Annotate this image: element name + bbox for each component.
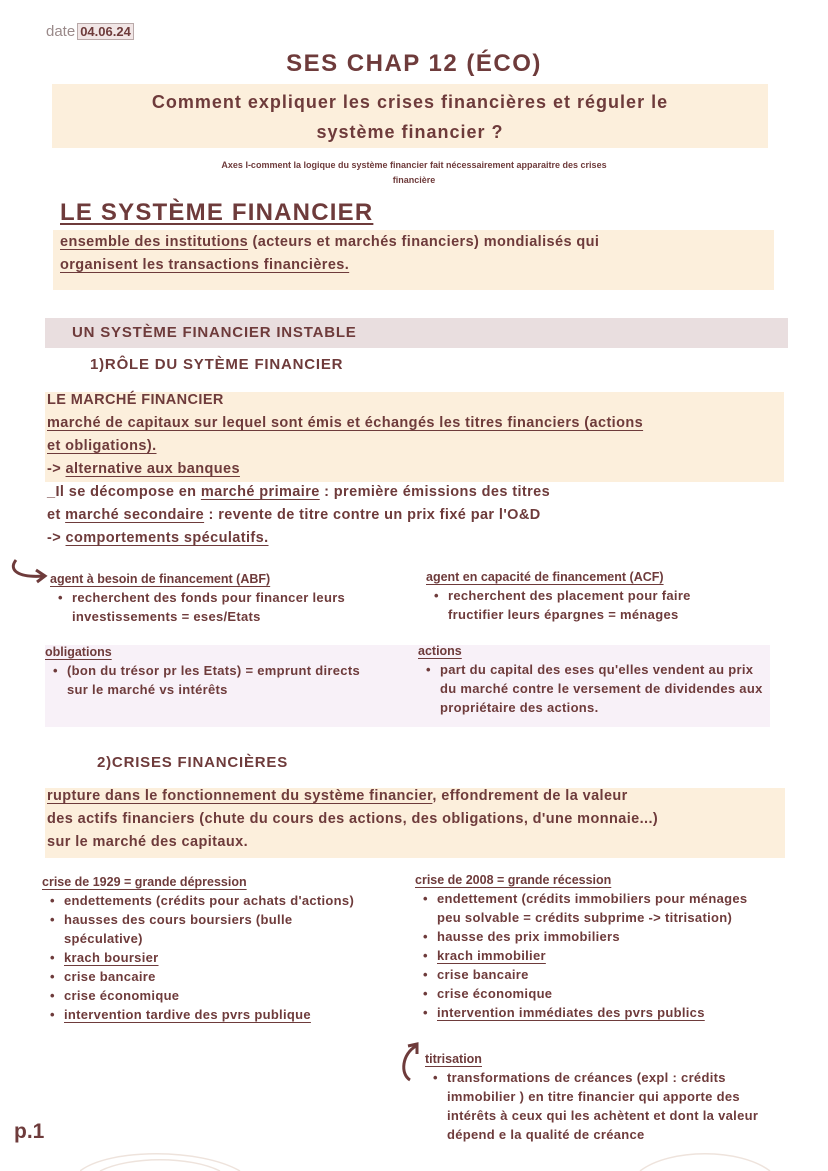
list-item-text: crise bancaire bbox=[64, 969, 156, 984]
acf-list bbox=[426, 586, 746, 624]
text-line bbox=[47, 438, 157, 454]
subheading-role: 1)RÔLE DU SYTÈME FINANCIER bbox=[90, 356, 344, 373]
text-segment: _Il se décompose en bbox=[47, 484, 201, 500]
list-item bbox=[42, 948, 362, 967]
curved-arrow-up-icon bbox=[398, 1040, 424, 1084]
axes-text bbox=[0, 158, 828, 188]
obligations-block bbox=[45, 643, 365, 699]
list-item bbox=[42, 910, 362, 948]
question-line: Comment expliquer les crises financières et réguler le bbox=[151, 92, 669, 112]
underlined-text: marché de capitaux sur lequel sont émis et échangés les titres financiers (actions bbox=[47, 415, 644, 431]
underlined-text: et obligations). bbox=[47, 438, 157, 454]
text-segment: des actifs financiers (chute du cours des actions, des obligations, d'une monnaie...) bbox=[47, 811, 659, 827]
list-item-text: krach immobilier bbox=[437, 948, 546, 963]
list-item bbox=[415, 965, 775, 984]
list-item bbox=[415, 984, 775, 1003]
titrisation-heading: titrisation bbox=[425, 1052, 482, 1066]
crise-2008-list bbox=[415, 889, 775, 1022]
titrisation-list bbox=[425, 1068, 790, 1144]
section-band bbox=[45, 318, 788, 348]
text-segment: LE MARCHÉ FINANCIER bbox=[47, 392, 224, 408]
text-segment: -> bbox=[47, 461, 66, 477]
underlined-text: rupture dans le fonctionnement du système financier bbox=[47, 788, 433, 804]
underlined-text: comportements spéculatifs. bbox=[65, 530, 269, 546]
subheading-crises: 2)CRISES FINANCIÈRES bbox=[97, 754, 289, 771]
actions-list bbox=[418, 660, 770, 717]
text-line bbox=[60, 234, 599, 250]
curved-arrow-icon bbox=[8, 558, 50, 584]
list-item: • recherchent des fonds pour financer leurs investissements = eses/Etats bbox=[50, 588, 400, 626]
underlined-text: organisent les transactions financières. bbox=[60, 257, 350, 273]
text-line bbox=[60, 257, 349, 273]
list-item-text: endettements (crédits pour achats d'actions) bbox=[64, 893, 355, 908]
list-item bbox=[415, 889, 775, 927]
list-item-text: crise économique bbox=[64, 988, 180, 1003]
acf-heading: agent en capacité de financement (ACF) bbox=[426, 570, 664, 584]
text-segment: -> bbox=[47, 530, 66, 546]
text-segment: , effondrement de la valeur bbox=[432, 788, 628, 804]
text-segment: : première émissions des titres bbox=[319, 484, 551, 500]
text-line bbox=[47, 484, 550, 500]
obligations-list bbox=[45, 661, 365, 699]
crise-1929-block bbox=[42, 873, 362, 1024]
text-segment: : revente de titre contre un prix fixé par l'O&D bbox=[204, 507, 541, 523]
question-line: système financier ? bbox=[316, 122, 504, 142]
text-line bbox=[47, 461, 240, 477]
list-item bbox=[415, 1003, 775, 1022]
actions-block bbox=[418, 642, 770, 717]
text-line bbox=[47, 788, 628, 804]
titrisation-block bbox=[425, 1050, 790, 1144]
acf-block bbox=[426, 568, 746, 624]
text-line bbox=[47, 415, 643, 431]
list-item-text: hausse des prix immobiliers bbox=[437, 929, 620, 944]
list-item-text: intervention tardive des pvrs publique bbox=[64, 1007, 311, 1022]
text-segment: (acteurs et marchés financiers) mondialisés qui bbox=[248, 234, 600, 250]
list-item: • part du capital des eses qu'elles vendent au prix du marché contre le versement de dividendes aux propriétaire des actions. bbox=[418, 660, 770, 717]
list-item bbox=[415, 927, 775, 946]
text-line bbox=[47, 507, 541, 523]
question-box bbox=[52, 84, 768, 148]
date-value: 04.06.24 bbox=[77, 23, 134, 40]
crise-1929-heading: crise de 1929 = grande dépression bbox=[42, 875, 247, 889]
underlined-text: marché secondaire bbox=[65, 507, 205, 523]
underlined-text: marché primaire bbox=[200, 484, 320, 500]
list-item bbox=[42, 891, 362, 910]
list-item: • recherchent des placement pour faire fructifier leurs épargnes = ménages bbox=[426, 586, 746, 624]
list-item bbox=[415, 946, 775, 965]
text-line bbox=[47, 530, 269, 546]
decorative-swirl bbox=[80, 1148, 780, 1171]
page-title: SES CHAP 12 (ÉCO) bbox=[286, 50, 542, 77]
text-line bbox=[47, 392, 224, 408]
list-item-text: hausses des cours boursiers (bulle spéculative) bbox=[64, 912, 293, 946]
list-item: • (bon du trésor pr les Etats) = emprunt directs sur le marché vs intérêts bbox=[45, 661, 365, 699]
text-line bbox=[47, 834, 248, 850]
axes-line: Axes I-comment la logique du système financier fait nécessairement apparaitre des crises bbox=[221, 160, 607, 170]
crise-2008-heading: crise de 2008 = grande récession bbox=[415, 873, 612, 887]
crise-2008-block bbox=[415, 871, 775, 1022]
date-label: date bbox=[46, 23, 76, 40]
text-segment: sur le marché des capitaux. bbox=[47, 834, 248, 850]
abf-block bbox=[50, 570, 400, 626]
list-item-text: endettement (crédits immobiliers pour ménages peu solvable = crédits subprime -> titrisation) bbox=[437, 891, 748, 925]
abf-heading: agent à besoin de financement (ABF) bbox=[50, 572, 271, 586]
list-item-text: intervention immédiates des pvrs publics bbox=[437, 1005, 705, 1020]
page-number: p.1 bbox=[14, 1120, 45, 1143]
section-heading: LE SYSTÈME FINANCIER bbox=[60, 199, 374, 226]
text-line bbox=[47, 811, 658, 827]
band-title: UN SYSTÈME FINANCIER INSTABLE bbox=[72, 324, 357, 341]
abf-list bbox=[50, 588, 400, 626]
actions-heading: actions bbox=[418, 644, 462, 658]
date-row bbox=[46, 23, 134, 40]
underlined-text: alternative aux banques bbox=[65, 461, 240, 477]
crise-1929-list bbox=[42, 891, 362, 1024]
list-item-text: crise économique bbox=[437, 986, 553, 1001]
list-item bbox=[42, 986, 362, 1005]
list-item bbox=[42, 967, 362, 986]
list-item-text: krach boursier bbox=[64, 950, 159, 965]
obligations-heading: obligations bbox=[45, 645, 112, 659]
list-item: • transformations de créances (expl : crédits immobilier ) en titre financier qui apporte des intérêts à ceux qui les achètent et dont la valeur dépend e la qualité de créance bbox=[425, 1068, 790, 1144]
list-item bbox=[42, 1005, 362, 1024]
underlined-text: ensemble des institutions bbox=[60, 234, 249, 250]
text-segment: et bbox=[47, 507, 66, 523]
list-item-text: crise bancaire bbox=[437, 967, 529, 982]
axes-line: financière bbox=[392, 175, 436, 185]
